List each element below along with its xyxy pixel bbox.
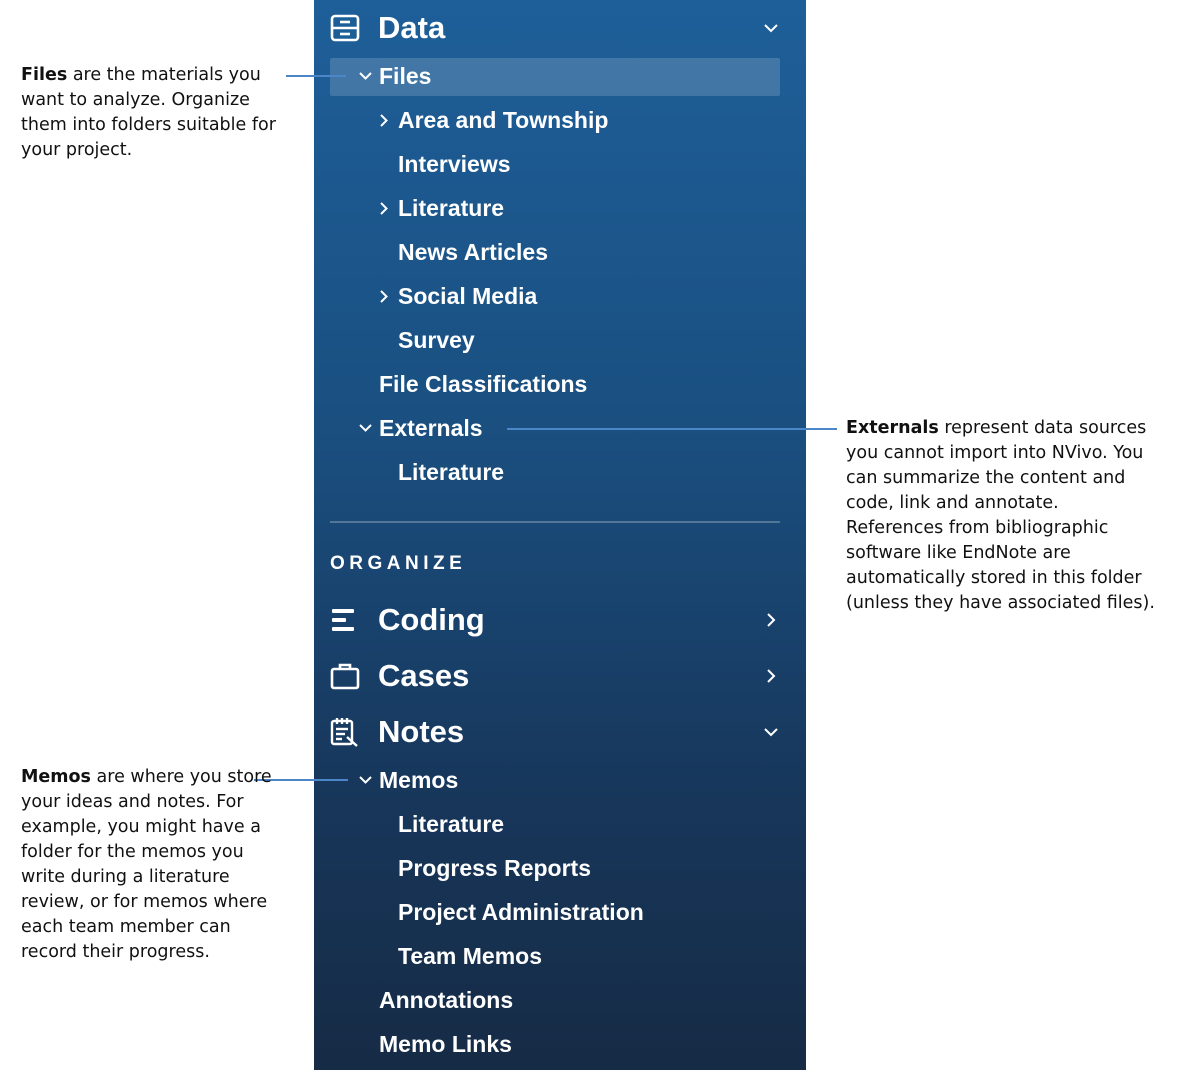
tree-item-memo-links[interactable]	[314, 1025, 794, 1063]
tree-item-label: Memos	[379, 766, 459, 793]
tree-item-memos[interactable]	[314, 761, 794, 799]
section-coding[interactable]	[330, 596, 780, 644]
chevron-right-icon[interactable]	[376, 200, 392, 216]
externals-callout-title: Externals	[846, 418, 939, 438]
memos-callout-text: are where you store your ideas and notes. For example, you might have a folder for the memos you write during a literature review, or for memos where each team member can record their progress.	[21, 767, 272, 962]
chevron-right-icon[interactable]	[376, 112, 392, 128]
chevron-down-icon[interactable]	[357, 420, 373, 436]
chevron-right-icon[interactable]	[762, 667, 780, 685]
tree-item-interviews[interactable]	[314, 145, 794, 183]
section-notes-label: Notes	[378, 714, 465, 749]
tree-item-label: File Classifications	[379, 370, 588, 397]
tree-item-progress-reports[interactable]	[314, 849, 794, 887]
externals-callout-text: represent data sources you cannot import into NVivo. You can summarize the content and code, link and annotate.	[846, 418, 1147, 513]
tree-item-literature[interactable]	[314, 805, 794, 843]
tree-item-team-memos[interactable]	[314, 937, 794, 975]
tree-item-survey[interactable]	[314, 321, 794, 359]
notes-icon	[330, 717, 360, 747]
chevron-down-icon[interactable]	[762, 19, 780, 37]
chevron-down-icon[interactable]	[762, 723, 780, 741]
section-cases-label: Cases	[378, 658, 470, 693]
tree-item-label: Externals	[379, 414, 483, 441]
section-notes[interactable]	[330, 708, 780, 756]
tree-item-label: Literature	[398, 194, 505, 221]
chevron-down-icon[interactable]	[357, 772, 373, 788]
memos-callout	[21, 765, 273, 965]
tree-item-area-and-township[interactable]	[314, 101, 794, 139]
tree-item-file-classifications[interactable]	[314, 365, 794, 403]
organize-heading: ORGANIZE	[330, 553, 467, 574]
tree-item-label: Annotations	[379, 986, 514, 1013]
tree-item-news-articles[interactable]	[314, 233, 794, 271]
tree-item-annotations[interactable]	[314, 981, 794, 1019]
tree-item-label: Literature	[398, 810, 505, 837]
tree-item-files[interactable]	[314, 57, 794, 95]
coding-icon	[330, 605, 360, 635]
section-divider	[330, 521, 780, 523]
tree-item-social-media[interactable]	[314, 277, 794, 315]
files-callout-title: Files	[21, 65, 68, 85]
section-coding-label: Coding	[378, 602, 485, 637]
tree-item-label: Project Administration	[398, 898, 644, 925]
chevron-down-icon[interactable]	[357, 68, 373, 84]
navigation-sidebar	[314, 0, 806, 1070]
externals-callout-text-2: References from bibliographic software like EndNote are automatically stored in this folder (unless they have associated files).	[846, 518, 1155, 613]
files-callout	[21, 63, 283, 163]
tree-item-literature[interactable]	[314, 453, 794, 491]
section-data-label: Data	[378, 10, 446, 45]
section-data[interactable]	[330, 4, 780, 52]
tree-item-project-administration[interactable]	[314, 893, 794, 931]
tree-item-label: Social Media	[398, 282, 538, 309]
drawer-icon	[330, 13, 360, 43]
externals-callout	[846, 416, 1164, 616]
briefcase-icon	[330, 661, 360, 691]
tree-item-literature[interactable]	[314, 189, 794, 227]
memos-callout-title: Memos	[21, 767, 91, 787]
section-cases[interactable]	[330, 652, 780, 700]
tree-item-label: Memo Links	[379, 1030, 512, 1057]
externals-callout-line	[507, 428, 837, 430]
tree-item-label: Files	[379, 62, 432, 89]
chevron-right-icon[interactable]	[376, 288, 392, 304]
tree-item-label: Team Memos	[398, 942, 543, 969]
tree-item-label: Area and Township	[398, 106, 609, 133]
files-callout-text: are the materials you want to analyze. Organize them into folders suitable for your project.	[21, 65, 276, 160]
tree-item-label: Progress Reports	[398, 854, 592, 881]
tree-item-label: News Articles	[398, 238, 548, 265]
files-callout-line	[286, 75, 346, 77]
chevron-right-icon[interactable]	[762, 611, 780, 629]
tree-item-label: Survey	[398, 326, 475, 353]
tree-item-label: Interviews	[398, 150, 511, 177]
tree-item-label: Literature	[398, 458, 505, 485]
